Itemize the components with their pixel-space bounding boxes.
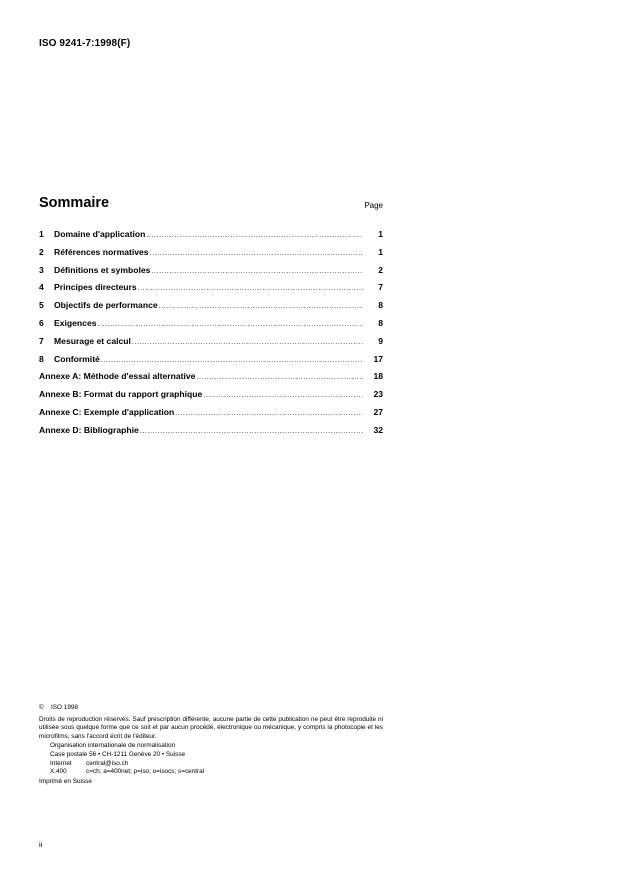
toc-entry-title: Annexe C: Exemple d'application — [39, 406, 175, 417]
toc-entry-number: 2 — [39, 246, 44, 257]
publisher-address — [50, 742, 383, 776]
toc-entry-page: 23 — [373, 389, 383, 400]
toc-entry-title: Conformité — [54, 353, 100, 364]
toc-entry-title: Mesurage et calcul — [54, 335, 131, 346]
copyright-year: ISO 1998 — [51, 704, 79, 711]
toc-entry[interactable] — [39, 371, 383, 389]
toc-entry[interactable] — [39, 229, 383, 247]
toc-entry-title: Principes directeurs — [54, 282, 137, 293]
toc-entry-page: 1 — [378, 229, 383, 239]
toc-leader — [132, 339, 363, 346]
toc-entry-title: Annexe D: Bibliographie — [39, 424, 139, 435]
toc-leader — [151, 268, 363, 275]
x400-row — [50, 768, 383, 777]
toc-entry-page: 2 — [378, 264, 383, 275]
toc-entry-page: 8 — [378, 317, 383, 328]
toc-leader — [203, 392, 363, 399]
page-number: ii — [39, 840, 43, 849]
toc-entry-page: 7 — [378, 282, 383, 293]
toc-leader — [98, 321, 363, 328]
toc-leader — [101, 357, 363, 364]
toc-title: Sommaire — [39, 195, 110, 211]
toc-entry-title: Domaine d'application — [54, 229, 146, 239]
toc-entry[interactable] — [39, 336, 383, 354]
toc-leader — [159, 303, 363, 310]
toc-entry[interactable] — [39, 318, 383, 336]
rights-statement: Droits de reproduction réservés. Sauf prescription différente, aucune partie de cette publication ne peut être reproduite ni utilisée sous quelque forme que ce soit et par aucun procédé, électronique ou mécanique, y compris la photocopie et les microfilms, sans l'accord écrit de l'éditeur. — [39, 715, 383, 740]
toc-entry-number: 3 — [39, 264, 44, 275]
toc-page-label: Page — [364, 201, 383, 210]
toc-entry[interactable] — [39, 354, 383, 372]
printed-in: Imprimé en Suisse — [39, 777, 92, 785]
table-of-contents — [39, 229, 383, 443]
toc-entry[interactable] — [39, 407, 383, 425]
toc-entry-page: 8 — [378, 300, 383, 311]
toc-entry-number: 4 — [39, 282, 44, 293]
toc-entry-title: Définitions et symboles — [54, 264, 151, 275]
toc-entry[interactable] — [39, 389, 383, 407]
toc-entry-number: 7 — [39, 335, 44, 346]
toc-leader — [196, 374, 363, 381]
toc-entry-page: 17 — [373, 353, 383, 364]
toc-entry[interactable] — [39, 282, 383, 300]
toc-leader — [140, 428, 363, 435]
toc-leader — [175, 410, 363, 417]
toc-entry-number: 1 — [39, 229, 44, 239]
toc-entry-number: 5 — [39, 300, 44, 311]
toc-entry-number: 6 — [39, 317, 44, 328]
toc-entry-title: Annexe A: Méthode d'essai alternative — [39, 371, 196, 382]
internet-value: central@iso.ch — [86, 759, 129, 767]
toc-leader — [138, 285, 363, 292]
toc-entry-title: Annexe B: Format du rapport graphique — [39, 389, 203, 400]
toc-entry-page: 18 — [373, 371, 383, 382]
toc-entry-number: 8 — [39, 353, 44, 364]
toc-entry-title: Exigences — [54, 317, 97, 328]
toc-entry[interactable] — [39, 425, 383, 443]
toc-entry-title: Références normatives — [54, 246, 149, 257]
document-id: ISO 9241-7:1998(F) — [39, 38, 131, 49]
toc-entry[interactable] — [39, 300, 383, 318]
x400-label: X.400 — [50, 768, 67, 776]
postal-address: Case postale 56 • CH-1211 Genève 20 • Suisse — [50, 750, 186, 758]
toc-entry[interactable] — [39, 247, 383, 265]
internet-row — [50, 760, 383, 769]
toc-entry-page: 9 — [378, 335, 383, 346]
toc-entry[interactable] — [39, 265, 383, 283]
organisation-name: Organisation internationale de normalisation — [50, 742, 176, 750]
x400-value: c=ch; a=400net; p=iso; o=isocs; s=central — [86, 768, 205, 776]
toc-entry-title: Objectifs de performance — [54, 300, 158, 311]
toc-leader — [146, 232, 363, 239]
toc-entry-page: 1 — [378, 246, 383, 257]
toc-leader — [150, 250, 363, 257]
copyright-line — [39, 704, 383, 713]
toc-entry-page: 32 — [373, 424, 383, 435]
internet-label: Internet — [50, 759, 72, 767]
copyright-block — [39, 704, 383, 786]
copyright-symbol: © — [39, 704, 44, 711]
toc-entry-page: 27 — [373, 406, 383, 417]
